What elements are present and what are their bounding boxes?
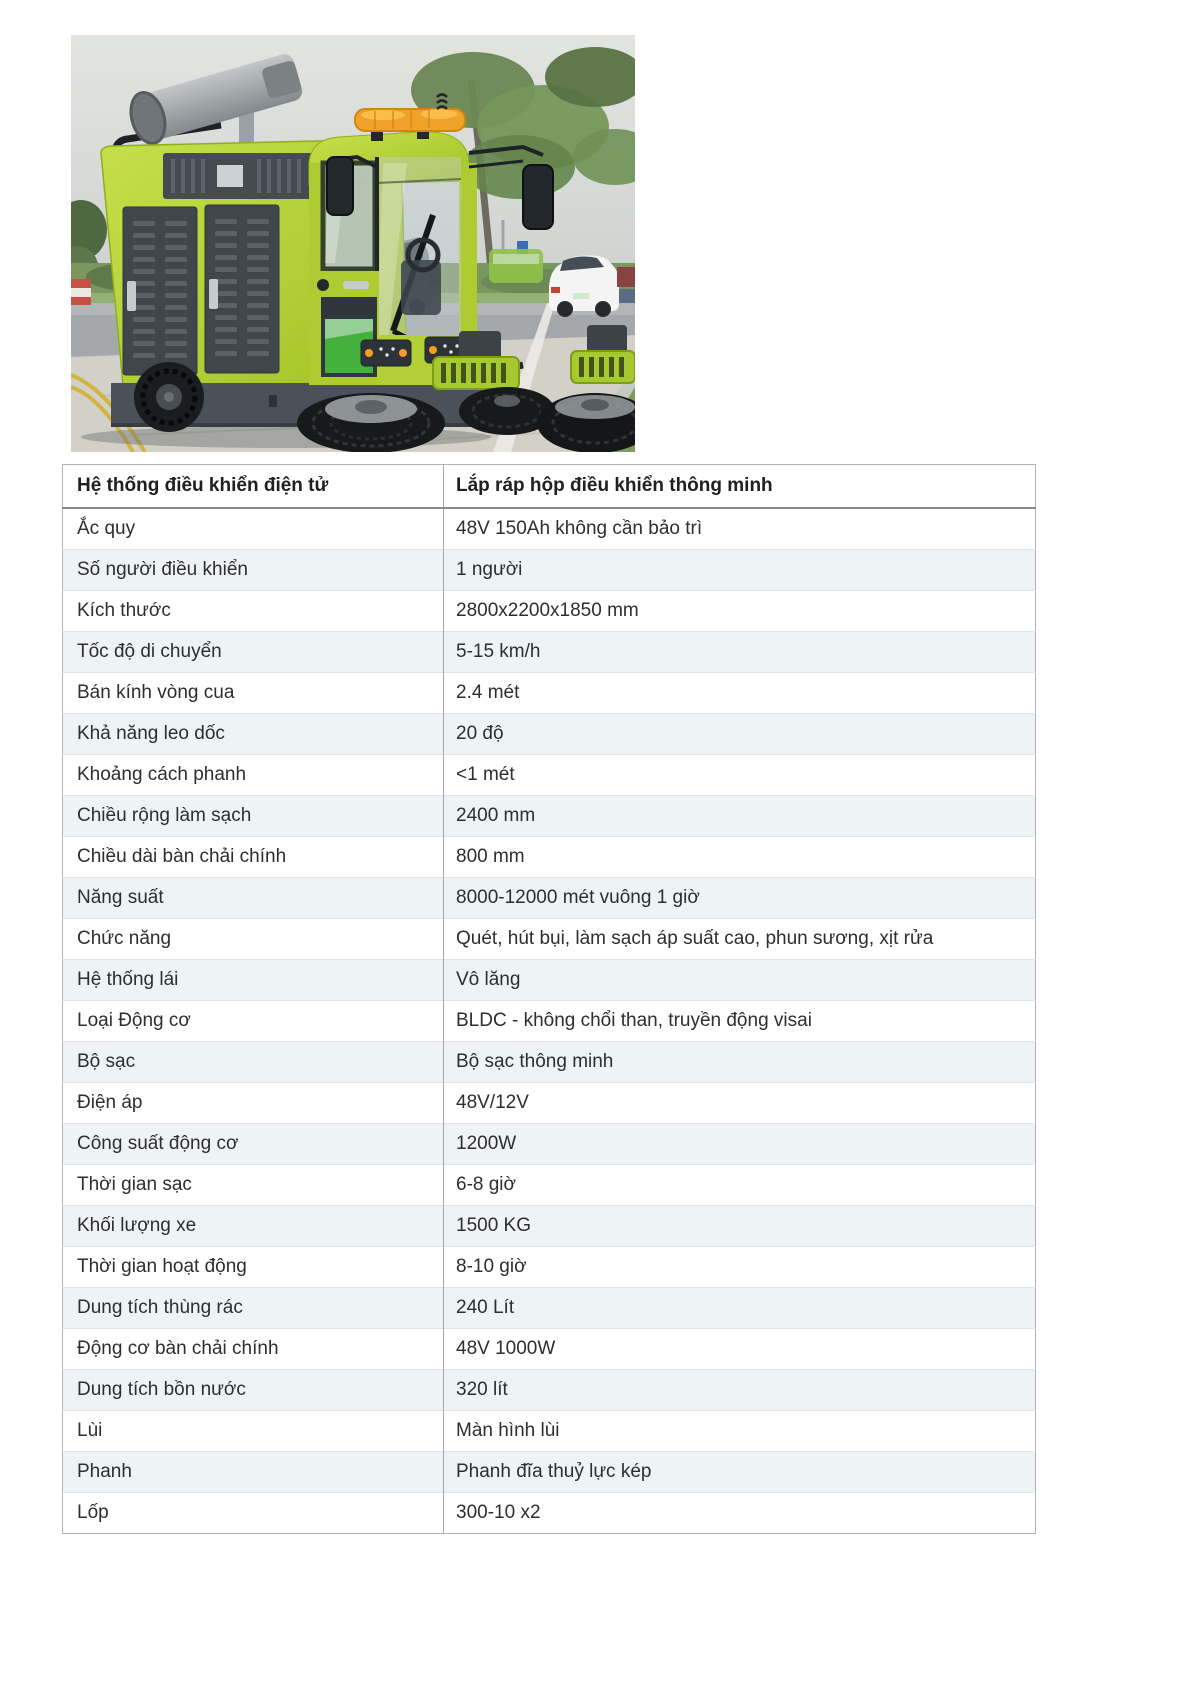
spec-label: Chiều dài bàn chải chính — [63, 837, 444, 878]
spec-value: Quét, hút bụi, làm sạch áp suất cao, phun sương, xịt rửa — [444, 919, 1036, 960]
spec-value: 1200W — [444, 1124, 1036, 1165]
spec-row — [63, 591, 1036, 632]
sweeper-photo-illustration — [71, 35, 635, 452]
spec-label: Công suất động cơ — [63, 1124, 444, 1165]
spec-value: Màn hình lùi — [444, 1411, 1036, 1452]
spec-value: 48V/12V — [444, 1083, 1036, 1124]
spec-row — [63, 1165, 1036, 1206]
spec-row — [63, 1247, 1036, 1288]
spec-value: 48V 1000W — [444, 1329, 1036, 1370]
spec-label: Khả năng leo dốc — [63, 714, 444, 755]
product-photo — [71, 35, 635, 452]
spec-row — [63, 1124, 1036, 1165]
spec-label: Khối lượng xe — [63, 1206, 444, 1247]
spec-row — [63, 1001, 1036, 1042]
spec-label: Hệ thống lái — [63, 960, 444, 1001]
spec-row — [63, 1452, 1036, 1493]
spec-row — [63, 837, 1036, 878]
spec-value: 8-10 giờ — [444, 1247, 1036, 1288]
spec-label: Số người điều khiển — [63, 550, 444, 591]
spec-label: Lốp — [63, 1493, 444, 1534]
spec-label: Loại Động cơ — [63, 1001, 444, 1042]
spec-value: Phanh đĩa thuỷ lực kép — [444, 1452, 1036, 1493]
spec-label: Thời gian sạc — [63, 1165, 444, 1206]
spec-label: Kích thước — [63, 591, 444, 632]
spec-value: 1500 KG — [444, 1206, 1036, 1247]
spec-label: Chức năng — [63, 919, 444, 960]
spec-table — [62, 464, 1036, 1534]
spec-value: 1 người — [444, 550, 1036, 591]
spec-label: Khoảng cách phanh — [63, 755, 444, 796]
spec-label: Dung tích bồn nước — [63, 1370, 444, 1411]
spec-label: Năng suất — [63, 878, 444, 919]
spec-row — [63, 755, 1036, 796]
spec-value: 48V 150Ah không cần bảo trì — [444, 508, 1036, 550]
spec-row — [63, 1370, 1036, 1411]
spec-value: 2800x2200x1850 mm — [444, 591, 1036, 632]
spec-label: Chiều rộng làm sạch — [63, 796, 444, 837]
spec-value: 300-10 x2 — [444, 1493, 1036, 1534]
spec-row — [63, 796, 1036, 837]
spec-label: Động cơ bàn chải chính — [63, 1329, 444, 1370]
spec-row — [63, 508, 1036, 550]
spec-header-col2: Lắp ráp hộp điều khiển thông minh — [444, 465, 1036, 509]
spec-label: Lùi — [63, 1411, 444, 1452]
spec-row — [63, 550, 1036, 591]
spec-value: BLDC - không chổi than, truyền động visai — [444, 1001, 1036, 1042]
spec-row — [63, 1329, 1036, 1370]
rear-wheel — [134, 362, 204, 432]
spec-value: Bộ sạc thông minh — [444, 1042, 1036, 1083]
spec-row — [63, 673, 1036, 714]
spec-row — [63, 960, 1036, 1001]
spec-row — [63, 1206, 1036, 1247]
spec-row — [63, 1042, 1036, 1083]
spec-value: <1 mét — [444, 755, 1036, 796]
spec-value: 20 độ — [444, 714, 1036, 755]
spec-row — [63, 1493, 1036, 1534]
spec-row — [63, 1288, 1036, 1329]
spec-row — [63, 632, 1036, 673]
spec-label: Điện áp — [63, 1083, 444, 1124]
spec-value: 8000-12000 mét vuông 1 giờ — [444, 878, 1036, 919]
spec-header-col1: Hệ thống điều khiển điện tử — [63, 465, 444, 509]
spec-label: Tốc độ di chuyển — [63, 632, 444, 673]
spec-row — [63, 714, 1036, 755]
spec-row — [63, 878, 1036, 919]
spec-value: 320 lít — [444, 1370, 1036, 1411]
spec-label: Ắc quy — [77, 518, 136, 539]
spec-value: Vô lăng — [444, 960, 1036, 1001]
spec-label: Bộ sạc — [63, 1042, 444, 1083]
spec-row — [63, 1411, 1036, 1452]
spec-value: 2400 mm — [444, 796, 1036, 837]
spec-row — [63, 1083, 1036, 1124]
spec-header-row — [63, 465, 1036, 509]
spec-label: Phanh — [63, 1452, 444, 1493]
spec-label: Dung tích thùng rác — [63, 1288, 444, 1329]
spec-label: Bán kính vòng cua — [63, 673, 444, 714]
spec-label: Thời gian hoạt động — [63, 1247, 444, 1288]
spec-value: 2.4 mét — [444, 673, 1036, 714]
spec-value: 6-8 giờ — [444, 1165, 1036, 1206]
spec-value: 240 Lít — [444, 1288, 1036, 1329]
spec-value: 800 mm — [444, 837, 1036, 878]
spec-value: 5-15 km/h — [444, 632, 1036, 673]
spec-row — [63, 919, 1036, 960]
